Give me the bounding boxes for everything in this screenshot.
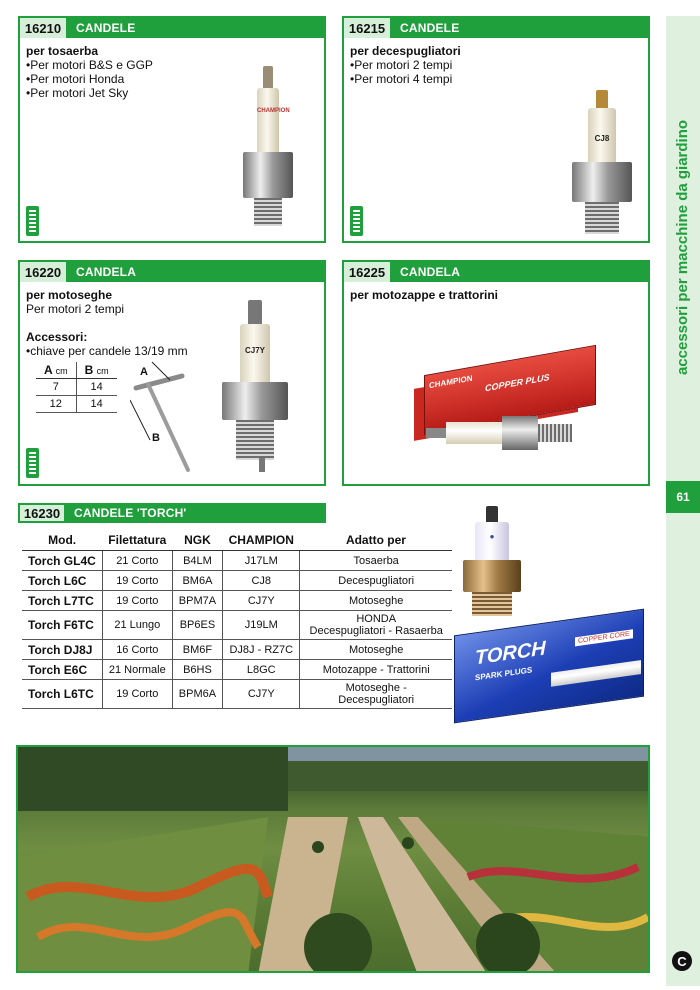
box-text: COPPER PLUS	[485, 372, 550, 394]
plug-label: CHAMPION	[257, 108, 290, 114]
section-header	[344, 18, 648, 38]
column-header: Mod.	[22, 530, 102, 551]
product-box-16210	[18, 16, 326, 243]
table-cell: HONDA Decespugliatori - Rasaerba	[300, 611, 452, 640]
table-row	[22, 611, 452, 640]
product-subtitle: per decespugliatori	[350, 44, 461, 58]
table-cell: 16 Corto	[102, 640, 172, 660]
table-cell: BM6A	[172, 571, 222, 591]
table-cell: Torch L6TC	[22, 680, 102, 709]
plug-label: CJ7Y	[244, 346, 265, 355]
table-row	[22, 660, 452, 680]
table-cell: Torch DJ8J	[22, 640, 102, 660]
table-cell: 19 Corto	[102, 571, 172, 591]
table-row	[22, 551, 452, 571]
product-subtitle: per motozappe e trattorini	[350, 288, 499, 302]
column-header: A cm	[36, 362, 76, 379]
table-row	[22, 591, 452, 611]
table-cell: CJ7Y	[223, 680, 300, 709]
spark-plug-table	[22, 530, 452, 709]
spark-plug-image	[569, 90, 635, 240]
table-cell: Motozappe - Trattorini	[300, 660, 452, 680]
page-number: 61	[666, 481, 700, 513]
product-code: 16230	[18, 503, 66, 523]
brand-icon	[26, 448, 39, 478]
wrench-label-b: B	[152, 432, 160, 444]
table-cell: Torch F6TC	[22, 611, 102, 640]
column-header: Adatto per	[300, 530, 452, 551]
table-cell: B4LM	[172, 551, 222, 571]
torch-box-image	[454, 609, 644, 724]
brand-icon	[350, 206, 363, 236]
box-brand: CHAMPION	[429, 373, 473, 391]
table-cell: BM6F	[172, 640, 222, 660]
bullet-item: • Per motori 4 tempi	[350, 72, 461, 86]
table-cell: CJ7Y	[223, 591, 300, 611]
accessories-title: Accessori:	[26, 330, 88, 344]
table-cell: Decespugliatori	[300, 571, 452, 591]
table-cell: BP6ES	[172, 611, 222, 640]
table-cell: 21 Corto	[102, 551, 172, 571]
wrench-size-table	[36, 362, 117, 413]
product-description	[350, 44, 461, 86]
plug-label: CJ8	[594, 134, 610, 143]
box-brand: TORCH	[475, 637, 546, 670]
table-cell: Tosaerba	[300, 551, 452, 571]
product-subtitle: per motoseghe	[26, 288, 113, 302]
table-cell: BPM7A	[172, 591, 222, 611]
table-cell: 19 Corto	[102, 680, 172, 709]
product-code: 16220	[20, 262, 68, 282]
product-code: 16225	[344, 262, 392, 282]
product-box-16215	[342, 16, 650, 243]
accessory-item: • chiave per candele 13/19 mm	[26, 344, 188, 358]
table-cell: Torch E6C	[22, 660, 102, 680]
product-description	[350, 288, 498, 302]
column-header: Filettatura	[102, 530, 172, 551]
product-title: CANDELA	[392, 262, 648, 282]
column-header: NGK	[172, 530, 222, 551]
table-body	[22, 551, 452, 709]
brand-icon	[26, 206, 39, 236]
product-line: Per motori 2 tempi	[26, 302, 125, 316]
column-header: B cm	[76, 362, 117, 379]
table-row: 7 14	[36, 379, 117, 396]
product-box-16230	[18, 503, 326, 523]
category-label: accessori per macchine da giardino	[674, 119, 692, 375]
table-cell: Torch L6C	[22, 571, 102, 591]
spark-plug-image	[220, 300, 290, 474]
brand-logo: C	[672, 951, 692, 971]
product-title: CANDELE 'TORCH'	[66, 503, 326, 523]
table-cell: 19 Corto	[102, 591, 172, 611]
spark-plug-image	[238, 66, 298, 236]
table-cell: Torch GL4C	[22, 551, 102, 571]
product-code: 16210	[20, 18, 68, 38]
table-row: 12 14	[36, 396, 117, 413]
box-sub: SPARK PLUGS	[475, 665, 533, 683]
bullet-item: • Per motori Jet Sky	[26, 86, 153, 100]
product-title: CANDELE	[68, 18, 324, 38]
table-row	[22, 640, 452, 660]
box-tag: COPPER CORE	[575, 629, 633, 646]
table-cell: 21 Lungo	[102, 611, 172, 640]
section-header	[20, 18, 324, 38]
garden-photo	[16, 745, 650, 973]
table-row	[22, 571, 452, 591]
spark-plug-image	[426, 414, 586, 454]
bullet-item: • Per motori Honda	[26, 72, 153, 86]
section-header	[18, 503, 326, 523]
table-cell: Torch L7TC	[22, 591, 102, 611]
section-header	[20, 262, 324, 282]
table-cell: J19LM	[223, 611, 300, 640]
table-cell: DJ8J - RZ7C	[223, 640, 300, 660]
table-cell: CJ8	[223, 571, 300, 591]
column-header: CHAMPION	[223, 530, 300, 551]
product-description	[26, 288, 188, 358]
table-cell: Motoseghe - Decespugliatori	[300, 680, 452, 709]
table-cell: Motoseghe	[300, 640, 452, 660]
bullet-item: • Per motori 2 tempi	[350, 58, 461, 72]
product-box-16225	[342, 260, 650, 486]
bullet-item: • Per motori B&S e GGP	[26, 58, 153, 72]
product-title: CANDELA	[68, 262, 324, 282]
table-cell: B6HS	[172, 660, 222, 680]
product-title: CANDELE	[392, 18, 648, 38]
table-cell: J17LM	[223, 551, 300, 571]
table-cell: L8GC	[223, 660, 300, 680]
product-code: 16215	[344, 18, 392, 38]
wrench-label-a: A	[140, 366, 148, 378]
product-description	[26, 44, 153, 100]
table-cell: BPM6A	[172, 680, 222, 709]
table-row	[22, 680, 452, 709]
table-cell: Motoseghe	[300, 591, 452, 611]
table-cell: 21 Normale	[102, 660, 172, 680]
spark-plug-image: ●	[452, 506, 532, 624]
section-header	[344, 262, 648, 282]
product-subtitle: per tosaerba	[26, 44, 99, 58]
